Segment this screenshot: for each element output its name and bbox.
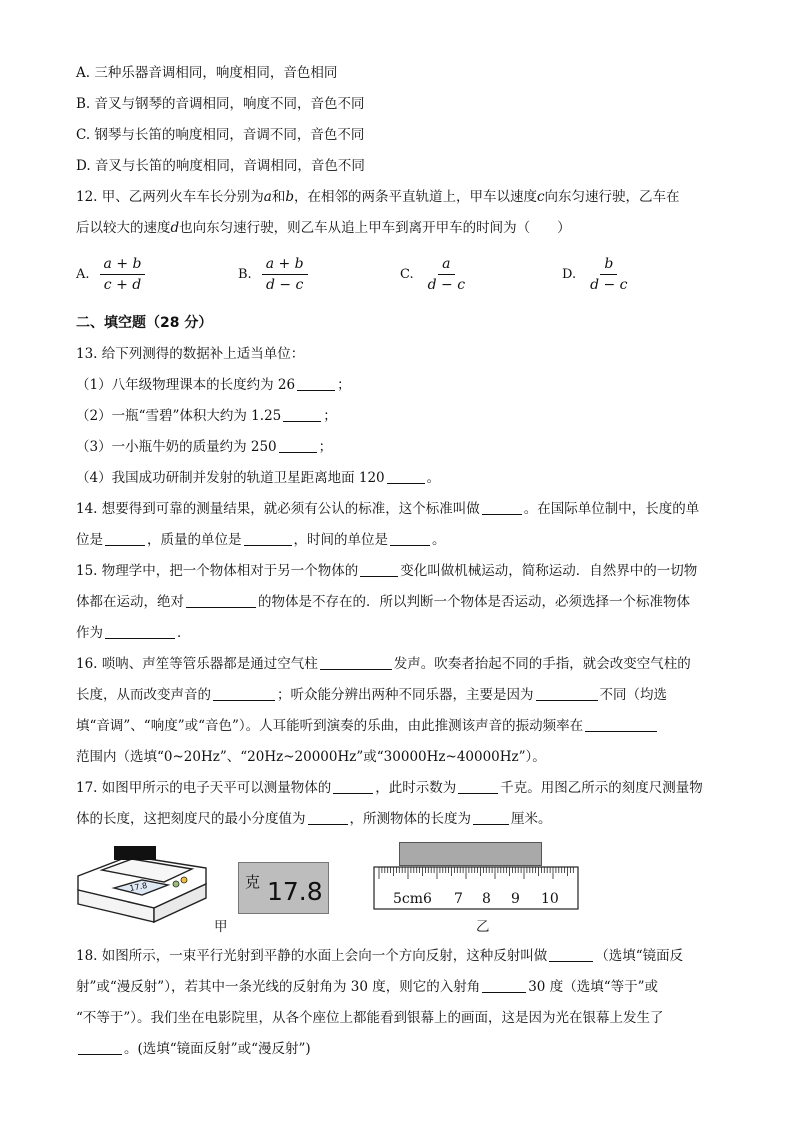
question-16-line-3 — [76, 717, 659, 735]
answer-blank[interactable] — [387, 469, 425, 484]
question-13-item-4 — [76, 469, 440, 487]
numerator: a + b — [262, 256, 308, 275]
q13-text: （2）一瓶“雪碧”体积大约为 1.25 — [76, 408, 282, 424]
q16-text: ；听众能分辨出两种不同乐器，主要是因为 — [277, 687, 534, 703]
denominator: d − c — [427, 277, 466, 293]
q16-text: 长度，从而改变声音的 — [76, 687, 211, 703]
figure-label-yi: 乙 — [476, 919, 490, 935]
q18-text: “不等于”）。我们坐在电影院里，从各个座位上都能看到银幕上的画面，这是因为光在银幕上发生了 — [76, 1010, 664, 1026]
q15-text: 15. 物理学中，把一个物体相对于另一个物体的 — [76, 563, 359, 579]
option-label: D. — [562, 267, 577, 282]
question-13-item-3 — [76, 438, 332, 456]
question-12-line-1 — [76, 188, 680, 206]
question-18-line-4 — [76, 1040, 311, 1058]
answer-blank[interactable] — [458, 779, 498, 794]
answer-blank[interactable] — [482, 500, 522, 515]
q15-text: 变化叫做机械运动，简称运动．自然界中的一切物 — [400, 563, 698, 579]
q14-text: 。在国际单位制中，长度的单 — [523, 501, 700, 517]
question-17-line-1 — [76, 779, 703, 797]
question-15-line-2 — [76, 593, 690, 611]
q13-text: （4）我国成功研制并发射的轨道卫星距离地面 120 — [76, 470, 385, 486]
question-16-line-4: 范围内（选填“0~20Hz”、“20Hz~20000Hz”或“30000Hz~40000Hz”）。 — [76, 749, 546, 765]
ruler-label: 8 — [482, 891, 491, 907]
option-12-a — [76, 256, 145, 293]
option-11-a: A. 三种乐器音调相同，响度相同，音色相同 — [76, 65, 338, 81]
answer-blank[interactable] — [536, 686, 598, 701]
q15-text: 体都在运动，绝对 — [76, 594, 184, 610]
answer-blank[interactable] — [549, 947, 593, 962]
q13-text: （3）一小瓶牛奶的质量约为 250 — [76, 439, 277, 455]
answer-blank[interactable] — [279, 438, 317, 453]
electronic-scale-image — [72, 842, 212, 926]
answer-blank[interactable] — [320, 655, 392, 670]
ruler — [373, 866, 579, 910]
q12-text: 12. 甲、乙两列火车车长分别为 — [76, 189, 264, 205]
question-15-line-1 — [76, 562, 697, 580]
q16-text: 填“音调”、“响度”或“音色”）。人耳能听到演奏的乐曲，由此推测该声音的振动频率在 — [76, 718, 584, 734]
q15-text: 的物体是不存在的．所以判断一个物体是否运动，必须选择一个标准物体 — [258, 594, 690, 610]
q18-text: 。(选填“镜面反射”或“漫反射”) — [124, 1041, 311, 1057]
q14-text: ，质量的单位是 — [147, 532, 242, 548]
ruler-label: 7 — [454, 891, 463, 907]
fraction — [262, 256, 308, 293]
display-unit: 克 — [245, 873, 261, 891]
question-17-line-2 — [76, 810, 552, 828]
q14-text: ，时间的单位是 — [293, 532, 388, 548]
fraction — [424, 256, 469, 293]
q14-text: 位是 — [76, 532, 103, 548]
punct: ； — [337, 377, 351, 393]
answer-blank[interactable] — [105, 624, 175, 639]
scale-screen-value: 17.8 — [128, 881, 148, 893]
question-14-line-2 — [76, 531, 446, 549]
q15-text: 作为 — [76, 625, 103, 641]
var-a: a — [263, 189, 272, 205]
q12-text: 和 — [271, 189, 286, 205]
q17-text: 17. 如图甲所示的电子天平可以测量物体的 — [76, 780, 332, 796]
question-18-line-2 — [76, 978, 658, 996]
ruler-label: 5cm6 — [393, 891, 432, 907]
option-label: A. — [76, 267, 90, 282]
answer-blank[interactable] — [186, 593, 256, 608]
answer-blank[interactable] — [308, 810, 348, 825]
option-11-d: D. 音叉与长笛的响度相同，音调相同，音色不同 — [76, 158, 365, 174]
question-15-line-3 — [76, 624, 191, 642]
option-12-d — [562, 256, 632, 293]
question-13-item-2 — [76, 407, 337, 425]
answer-blank[interactable] — [244, 531, 292, 546]
q16-text: 16. 唢呐、声笙等管乐器都是通过空气柱 — [76, 656, 318, 672]
q13-text: （1）八年级物理课本的长度约为 26 — [76, 377, 296, 393]
q14-text: 14. 想要得到可靠的测量结果，就必须有公认的标准，这个标准叫做 — [76, 501, 480, 517]
scale-pan-top — [114, 846, 156, 860]
q17-text: ，此时示数为 — [375, 780, 457, 796]
answer-blank[interactable] — [105, 531, 145, 546]
figure-label-jia: 甲 — [214, 919, 228, 935]
answer-blank[interactable] — [360, 562, 398, 577]
q17-text: 厘米。 — [511, 811, 552, 827]
q18-text: 30 度（选填“等于”或 — [528, 979, 658, 995]
question-16-line-2 — [76, 686, 667, 704]
section-heading: 二、填空题（28 分） — [76, 315, 213, 331]
answer-blank[interactable] — [78, 1040, 122, 1055]
punct: ； — [318, 439, 333, 455]
display-value: 17.8 — [267, 877, 323, 906]
q18-text: 射”或“漫反射”），若其中一条光线的反射角为 30 度，则它的入射角 — [76, 979, 481, 995]
denominator: d − c — [265, 277, 304, 293]
answer-blank[interactable] — [283, 407, 321, 422]
question-13-stem: 13. 给下列测得的数据补上适当单位： — [76, 346, 305, 362]
q17-text: ，所测物体的长度为 — [349, 811, 471, 827]
punct: ； — [323, 408, 337, 424]
question-13-item-1 — [76, 376, 351, 394]
q17-text: 体的长度，这把刻度尺的最小分度值为 — [76, 811, 306, 827]
measured-object — [399, 842, 542, 866]
answer-blank[interactable] — [213, 686, 275, 701]
numerator: a + b — [100, 256, 146, 275]
answer-blank[interactable] — [390, 531, 430, 546]
question-16-line-1 — [76, 655, 691, 673]
q14-text: 。 — [432, 532, 446, 548]
question-18-line-1 — [76, 947, 683, 965]
q12-text: 向东匀速行驶，乙车在 — [544, 189, 680, 205]
answer-blank[interactable] — [585, 717, 657, 732]
option-label: B. — [238, 267, 252, 282]
fraction — [586, 256, 631, 293]
q18-text: 18. 如图所示，一束平行光射到平静的水面上会向一个方向反射，这种反射叫做 — [76, 948, 548, 964]
option-12-b — [238, 256, 308, 293]
option-11-c: C. 钢琴与长笛的响度相同，音调不同，音色不同 — [76, 127, 365, 143]
numerator: a — [438, 256, 454, 275]
question-18-line-3 — [76, 1009, 664, 1027]
var-d: d — [170, 220, 180, 236]
answer-blank[interactable] — [482, 978, 526, 993]
ruler-label: 9 — [511, 891, 520, 907]
answer-blank[interactable] — [297, 376, 335, 391]
denominator: d − c — [590, 277, 628, 293]
answer-blank[interactable] — [473, 810, 509, 825]
q15-text: ． — [177, 625, 191, 641]
fraction — [100, 256, 146, 293]
var-c: c — [536, 189, 545, 205]
numerator: b — [600, 256, 617, 275]
question-14-line-1 — [76, 500, 699, 518]
option-11-b: B. 音叉与钢琴的音调相同，响度不同，音色不同 — [76, 96, 365, 112]
q17-text: 千克。用图乙所示的刻度尺测量物 — [500, 780, 703, 796]
q16-text: 发声。吹奏者抬起不同的手指，就会改变空气柱的 — [393, 656, 691, 672]
q16-text: 不同（均选 — [599, 687, 667, 703]
ruler-figure — [373, 842, 583, 912]
scale-display-panel — [238, 862, 329, 914]
ruler-label: 10 — [541, 891, 559, 907]
question-12-line-2 — [76, 219, 571, 237]
option-12-c — [400, 256, 469, 293]
q12-text: 也向东匀速行驶，则乙车从追上甲车到离开甲车的时间为（ ） — [179, 220, 571, 236]
q12-text: ，在相邻的两条平直轨道上，甲车以速度 — [293, 189, 537, 205]
denominator: c + d — [103, 277, 142, 293]
answer-blank[interactable] — [333, 779, 373, 794]
q12-text: 后以较大的速度 — [76, 220, 171, 236]
var-b: b — [285, 189, 294, 205]
punct: 。 — [426, 470, 441, 486]
q18-text: （选填“镜面反 — [595, 948, 684, 964]
option-label: C. — [400, 267, 414, 282]
